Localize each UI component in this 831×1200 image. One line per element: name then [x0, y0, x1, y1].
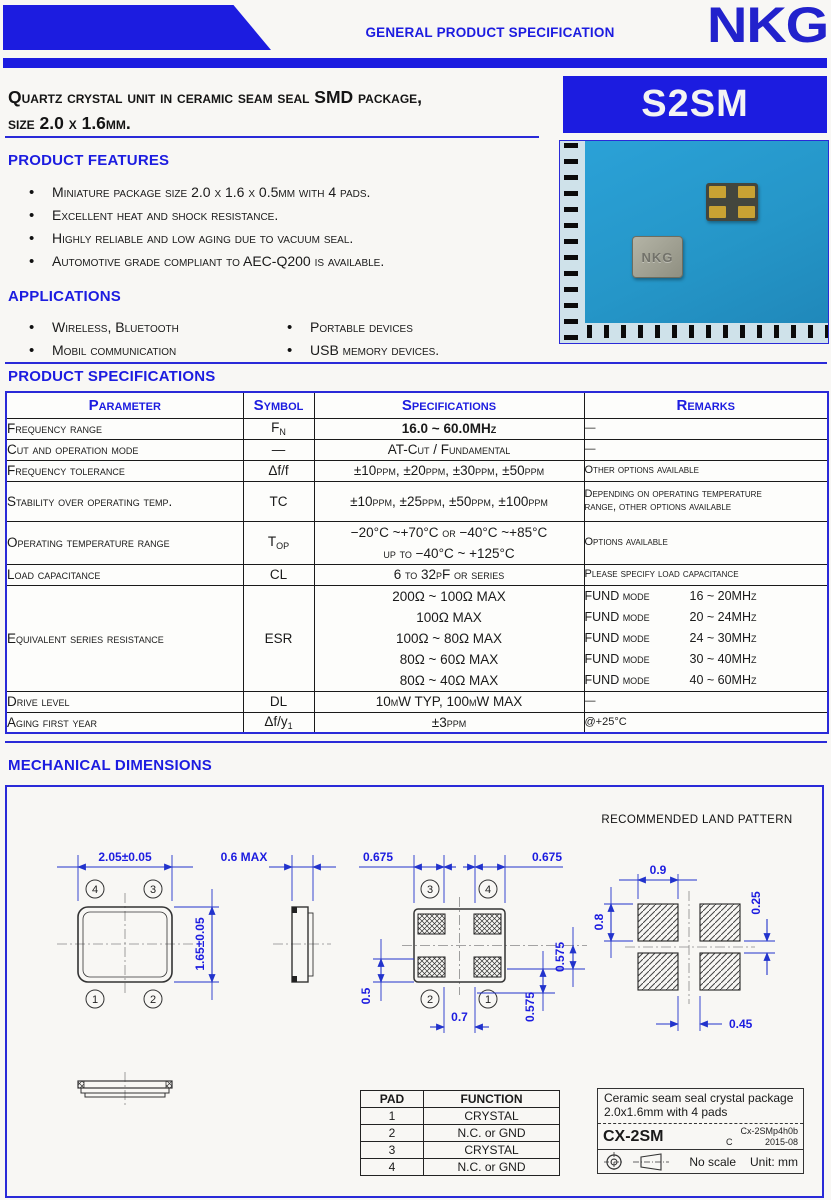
pad-number: 3 — [426, 884, 434, 896]
function-cell: CRYSTAL — [424, 1108, 560, 1125]
pad-number: 3 — [149, 884, 157, 896]
freq-range: 16 ~ 20MHz — [689, 588, 757, 603]
spec-cell — [314, 521, 584, 564]
spec-line: −20°C ~+70°C or −40°C ~+85°C — [350, 524, 548, 540]
spec-line: 80Ω ~ 40Ω MAX — [399, 672, 499, 688]
section-rule — [5, 741, 827, 743]
mechanical-dimensions-box — [5, 785, 824, 1198]
freq-range: 24 ~ 30MHz — [689, 630, 757, 645]
col-header-specifications: Specifications — [314, 392, 584, 418]
category-banner — [3, 5, 271, 50]
pad-number: 2 — [149, 994, 157, 1006]
spec-row-frequency-range — [6, 418, 828, 439]
col-header-symbol: Symbol — [243, 392, 314, 418]
remark-cell: @+25°C — [584, 712, 828, 733]
spec-cell: 6 to 32pF or series — [314, 564, 584, 585]
section-product-features: PRODUCT FEATURES — [8, 152, 170, 169]
dim-pad-gap: 0.7 — [451, 1010, 468, 1024]
symbol-cell: TC — [243, 481, 314, 521]
dim-pad-height: 0.5 — [359, 987, 373, 1005]
spec-cell: 10μW TYP, 100μW MAX — [314, 691, 584, 712]
symbol-cell — [243, 418, 314, 439]
function-cell: N.C. or GND — [424, 1125, 560, 1142]
dim-pad-offset-right: 0.675 — [531, 850, 563, 864]
spec-cell — [314, 585, 584, 691]
title-rule — [5, 136, 539, 138]
page-title-line1: Quartz crystal unit in ceramic seam seal SMD package, — [8, 87, 423, 107]
remark-line — [585, 586, 828, 607]
symbol-sub: OP — [276, 541, 290, 551]
pad-col-header: PAD — [361, 1091, 424, 1108]
spec-cell: 16.0 ~ 60.0MHz — [314, 418, 584, 439]
function-cell: N.C. or GND — [424, 1159, 560, 1176]
pad-table-row — [361, 1142, 560, 1159]
param-cell: Frequency range — [6, 418, 243, 439]
pad-number: 4 — [91, 884, 99, 896]
symbol-base: Δf/y — [264, 713, 288, 729]
remark-cell: Options available — [584, 521, 828, 564]
feature-item: • Excellent heat and shock resistance. — [8, 204, 384, 227]
spec-header-row — [6, 392, 828, 418]
pad-number: 4 — [484, 884, 492, 896]
pad-cell: 2 — [361, 1125, 424, 1142]
doc-type-label: GENERAL PRODUCT SPECIFICATION — [365, 25, 615, 40]
application-item: • USB memory devices. — [266, 339, 439, 362]
feature-item: • Highly reliable and low aging due to vacuum seal. — [8, 227, 384, 250]
fund-mode: FUND mode — [584, 588, 650, 603]
section-mechanical-dimensions: MECHANICAL DIMENSIONS — [8, 757, 212, 774]
fund-mode: FUND mode — [584, 672, 650, 687]
projection-circle-icon — [603, 1151, 625, 1173]
chip-pad — [738, 206, 755, 218]
pad-number: 1 — [484, 994, 492, 1006]
spec-row-aging — [6, 712, 828, 733]
param-cell: Cut and operation mode — [6, 439, 243, 460]
symbol-cell: — — [243, 439, 314, 460]
symbol-cell: ESR — [243, 585, 314, 691]
section-applications: APPLICATIONS — [8, 288, 121, 305]
spec-row-cut-mode — [6, 439, 828, 460]
chip-pad — [709, 206, 726, 218]
drawing-description — [598, 1089, 803, 1124]
dim-land-width: 0.9 — [649, 863, 667, 877]
scale-unit-notes — [689, 1155, 798, 1169]
land-pattern-title: RECOMMENDED LAND PATTERN — [601, 814, 793, 826]
scale-note: No scale — [689, 1154, 736, 1169]
ruler-ticks — [564, 143, 578, 344]
features-list — [8, 181, 384, 273]
chip-pad — [738, 186, 755, 198]
symbol-base: T — [267, 534, 277, 549]
freq-range: 20 ~ 24MHz — [689, 609, 757, 624]
crystal-chip-top-view — [632, 236, 683, 278]
page-title — [8, 84, 553, 136]
fund-mode: FUND mode — [584, 651, 650, 666]
param-cell: Equivalent series resistance — [6, 585, 243, 691]
dim-land-gap-h: 0.45 — [729, 1017, 753, 1031]
revision: C — [726, 1136, 733, 1147]
applications-col1 — [8, 316, 179, 362]
spec-line: 100Ω ~ 80Ω MAX — [395, 630, 503, 646]
remark-cell: — — [584, 691, 828, 712]
spec-row-frequency-tolerance — [6, 460, 828, 481]
spec-cell: ±3ppm — [314, 712, 584, 733]
param-cell: Load capacitance — [6, 564, 243, 585]
dim-top-width: 2.05±0.05 — [98, 850, 152, 864]
param-cell: Frequency tolerance — [6, 460, 243, 481]
spec-row-drive-level — [6, 691, 828, 712]
spec-row-load-capacitance — [6, 564, 828, 585]
param-cell: Stability over operating temp. — [6, 481, 243, 521]
pad-cell: 3 — [361, 1142, 424, 1159]
drawing-id-row — [598, 1124, 803, 1150]
chip-engraving: NKG — [641, 249, 674, 265]
symbol-cell — [243, 712, 314, 733]
drawing-notes-row — [598, 1150, 803, 1173]
pad-number: 1 — [91, 994, 99, 1006]
nkg-logo: NKG — [706, 0, 828, 53]
crystal-chip-bottom-view — [706, 183, 758, 221]
pad-number: 2 — [426, 994, 434, 1006]
col-header-remarks: Remarks — [584, 392, 828, 418]
freq-range: 40 ~ 60MHz — [689, 672, 757, 687]
spec-line: up to −40°C ~ +125°C — [383, 545, 515, 561]
spec-line: 80Ω ~ 60Ω MAX — [399, 651, 499, 667]
remark-line — [585, 607, 828, 628]
application-item: • Wireless, Bluetooth — [8, 316, 179, 339]
dim-land-gap-v: 0.25 — [749, 891, 763, 915]
remark-cell: — — [584, 439, 828, 460]
doc-code: Cx-2SMp4h0b — [740, 1125, 798, 1136]
remark-line — [585, 649, 828, 670]
unit-note: Unit: mm — [750, 1154, 798, 1169]
remark-cell: — — [584, 418, 828, 439]
remark-line — [585, 670, 828, 691]
spec-row-esr — [6, 585, 828, 691]
freq-range: 30 ~ 40MHz — [689, 651, 757, 666]
section-rule — [5, 362, 827, 364]
symbol-cell: Δf/f — [243, 460, 314, 481]
fund-mode: FUND mode — [584, 630, 650, 645]
dim-pad-offset-left: 0.675 — [362, 850, 394, 864]
applications-col2 — [266, 316, 439, 362]
spec-row-stability — [6, 481, 828, 521]
symbol-base: F — [271, 420, 280, 435]
page-title-line2: size 2.0 x 1.6mm. — [8, 113, 131, 133]
section-product-specifications: PRODUCT SPECIFICATIONS — [8, 368, 216, 385]
pad-cell: 4 — [361, 1159, 424, 1176]
photo-ruler-vertical — [560, 141, 585, 343]
spec-cell: ±10ppm, ±20ppm, ±30ppm, ±50ppm — [314, 460, 584, 481]
dim-thickness: 0.6 MAX — [220, 850, 268, 864]
spec-cell: ±10ppm, ±25ppm, ±50ppm, ±100ppm — [314, 481, 584, 521]
dim-v2: 0.575 — [523, 991, 537, 1023]
spec-cell: AT-Cut / Fundamental — [314, 439, 584, 460]
symbol-sub: N — [279, 427, 286, 437]
pad-table-row — [361, 1108, 560, 1125]
remark-line: range, other options available — [584, 501, 732, 513]
description-line1: Ceramic seam seal crystal package — [604, 1091, 794, 1105]
symbol-cell: CL — [243, 564, 314, 585]
application-item: • Portable devices — [266, 316, 439, 339]
model-badge: S2SM — [563, 76, 827, 133]
remark-cell — [584, 585, 828, 691]
remark-cell: Other options available — [584, 460, 828, 481]
spec-line: 100Ω MAX — [416, 609, 482, 625]
param-cell: Drive level — [6, 691, 243, 712]
drawing-title-block — [597, 1088, 804, 1174]
dim-land-height: 0.8 — [592, 913, 606, 931]
dim-top-height: 1.65±0.05 — [193, 917, 207, 971]
feature-item: • Automotive grade compliant to AEC-Q200 is available. — [8, 250, 384, 273]
pad-table-header — [361, 1091, 560, 1108]
symbol-cell — [243, 521, 314, 564]
part-number: CX-2SM — [603, 1127, 664, 1145]
spec-row-operating-temp — [6, 521, 828, 564]
remark-cell: Please specify load capacitance — [584, 564, 828, 585]
remark-line — [585, 628, 828, 649]
pad-table-row — [361, 1159, 560, 1176]
param-cell: Aging first year — [6, 712, 243, 733]
ruler-ticks — [587, 325, 829, 338]
remark-line: Depending on operating temperature — [584, 488, 762, 500]
dim-v1: 0.575 — [553, 941, 567, 973]
spec-line: 200Ω ~ 100Ω MAX — [392, 588, 506, 604]
description-line2: 2.0x1.6mm with 4 pads — [604, 1105, 728, 1119]
function-cell: CRYSTAL — [424, 1142, 560, 1159]
product-photo — [559, 140, 829, 344]
header-rule — [3, 58, 827, 68]
symbol-sub: 1 — [287, 720, 293, 731]
land-pattern — [592, 814, 793, 1031]
projection-cone-icon — [633, 1152, 669, 1172]
profile-view — [78, 1072, 172, 1108]
doc-codes — [726, 1126, 798, 1148]
top-view — [57, 850, 219, 1008]
function-col-header: FUNCTION — [424, 1091, 560, 1108]
photo-ruler-horizontal — [585, 323, 828, 343]
pad-table-row — [361, 1125, 560, 1142]
feature-item: • Miniature package size 2.0 x 1.6 x 0.5mm with 4 pads. — [8, 181, 384, 204]
param-cell: Operating temperature range — [6, 521, 243, 564]
product-spec-table — [5, 391, 829, 734]
revision-row — [726, 1137, 798, 1148]
col-header-parameter: Parameter — [6, 392, 243, 418]
symbol-cell: DL — [243, 691, 314, 712]
remark-cell — [584, 481, 828, 521]
fund-mode: FUND mode — [584, 609, 650, 624]
revision-date: 2015-08 — [764, 1136, 798, 1147]
chip-pad — [709, 186, 726, 198]
side-view — [221, 850, 336, 982]
pad-cell: 1 — [361, 1108, 424, 1125]
application-item: • Mobil communication — [8, 339, 179, 362]
bottom-view — [359, 850, 587, 1033]
pad-function-table — [360, 1090, 560, 1176]
